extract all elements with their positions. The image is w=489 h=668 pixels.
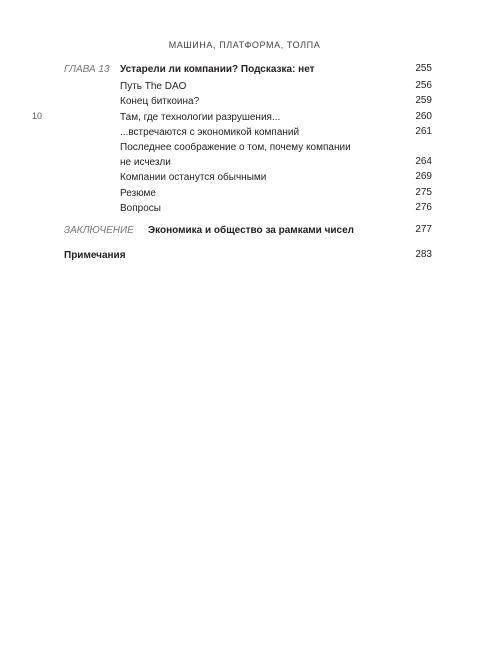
- toc-entry-title-continued: не исчезли: [120, 157, 171, 168]
- toc-entry-page: 256: [415, 80, 432, 91]
- toc-entry-title: Компании останутся обычными: [120, 172, 267, 183]
- page-number: 10: [32, 111, 43, 121]
- toc-entry-title: Путь The DAO: [120, 81, 187, 92]
- toc-entry-title: Конец биткоина?: [120, 96, 200, 107]
- toc-entry-page: 276: [415, 202, 432, 213]
- conclusion-page: 277: [415, 224, 432, 235]
- toc-entry-title: Последнее соображение о том, почему компании: [120, 142, 351, 153]
- toc-entry-page: 269: [415, 171, 432, 182]
- toc-entry-page: 259: [415, 95, 432, 106]
- conclusion-title: Экономика и общество за рамками чисел: [148, 225, 355, 236]
- toc-entry-page: 275: [415, 187, 432, 198]
- toc-entry-page: 264: [415, 156, 432, 167]
- toc-entry-page: 260: [415, 111, 432, 122]
- chapter-page: 255: [415, 63, 432, 74]
- notes-title: Примечания: [64, 250, 126, 261]
- toc-entry-title: Вопросы: [120, 203, 161, 214]
- notes-page: 283: [415, 249, 432, 260]
- chapter-label: ГЛАВА 13: [64, 64, 110, 75]
- running-head: МАШИНА, ПЛАТФОРМА, ТОЛПА: [168, 40, 321, 50]
- toc-entry-title: ...встречаются с экономикой компаний: [120, 127, 300, 138]
- toc-entry-title: Там, где технологии разрушения...: [120, 112, 281, 123]
- toc-entry-page: 261: [415, 126, 432, 137]
- toc-entry-title: Резюме: [120, 188, 156, 199]
- chapter-title: Устарели ли компании? Подсказка: нет: [120, 64, 315, 75]
- conclusion-label: ЗАКЛЮЧЕНИЕ: [64, 225, 134, 236]
